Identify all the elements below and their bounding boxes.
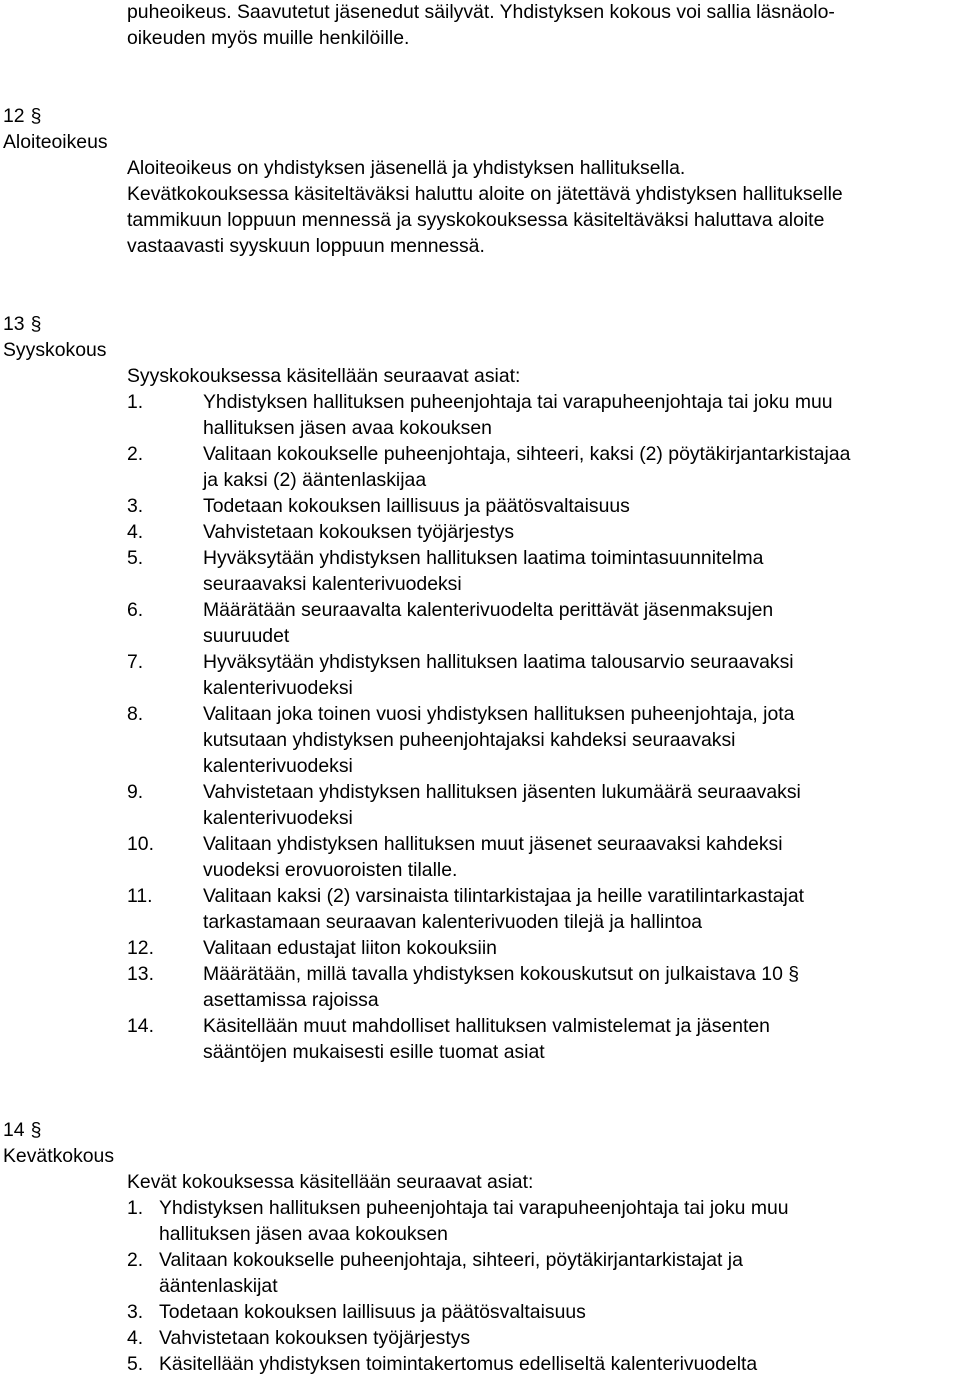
list-item-text: Hyväksytään yhdistyksen hallituksen laatima toimintasuunnitelma [203, 547, 764, 569]
list-item-number: 4. [127, 1327, 144, 1349]
section-13-heading [3, 311, 51, 337]
list-item-text: kalenterivuodeksi [203, 807, 353, 829]
list-item-text: hallituksen jäsen avaa kokouksen [159, 1223, 448, 1245]
section-14-title: Kevätkokous [3, 1145, 115, 1167]
list-item-number: 12. [127, 937, 154, 959]
section-number: 12 [3, 105, 25, 127]
list-item-text: suuruudet [203, 625, 290, 647]
list-item-text: Todetaan kokouksen laillisuus ja päätösvaltaisuus [159, 1301, 586, 1323]
list-item-text: Valitaan yhdistyksen hallituksen muut jäsenet seuraavaksi kahdeksi [203, 833, 783, 855]
list-item-number: 9. [127, 781, 144, 803]
list-item-text: hallituksen jäsen avaa kokouksen [203, 417, 492, 439]
section-12-heading [3, 103, 51, 129]
list-item-number: 13. [127, 963, 154, 985]
list-item-text: Käsitellään yhdistyksen toimintakertomus edelliseltä kalenterivuodelta [159, 1353, 758, 1375]
list-item-number: 6. [127, 599, 144, 621]
list-item-text: asettamissa rajoissa [203, 989, 379, 1011]
list-item-text: Valitaan joka toinen vuosi yhdistyksen hallituksen puheenjohtaja, jota [203, 703, 795, 725]
list-item-text: Yhdistyksen hallituksen puheenjohtaja tai varapuheenjohtaja tai joku muu [203, 391, 833, 413]
intro-line-2: oikeuden myös muille henkilöille. [127, 27, 410, 49]
list-item-number: 11. [127, 885, 153, 907]
list-item-number: 3. [127, 495, 144, 517]
list-item-text: Valitaan edustajat liiton kokouksiin [203, 937, 497, 959]
list-item-text: sääntöjen mukaisesti esille tuomat asiat [203, 1041, 545, 1063]
list-item-text: Todetaan kokouksen laillisuus ja päätösvaltaisuus [203, 495, 630, 517]
list-item-number: 14. [127, 1015, 154, 1037]
s14-intro: Kevät kokouksessa käsitellään seuraavat asiat: [127, 1171, 534, 1193]
s12-paragraph-line: Kevätkokouksessa käsiteltäväksi haluttu aloite on jätettävä yhdistyksen hallitukselle [127, 183, 843, 205]
list-item-text: Käsitellään muut mahdolliset hallituksen valmistelemat ja jäsenten [203, 1015, 770, 1037]
list-item-number: 4. [127, 521, 144, 543]
s12-paragraph-line: tammikuun loppuun mennessä ja syyskokouksessa käsiteltäväksi haluttava aloite [127, 209, 825, 231]
s12-paragraph-line: Aloiteoikeus on yhdistyksen jäsenellä ja yhdistyksen hallituksella. [127, 157, 686, 179]
list-item-text: Vahvistetaan yhdistyksen hallituksen jäsenten lukumäärä seuraavaksi [203, 781, 801, 803]
list-item-text: Yhdistyksen hallituksen puheenjohtaja tai varapuheenjohtaja tai joku muu [159, 1197, 789, 1219]
list-item-text: Valitaan kokoukselle puheenjohtaja, sihteeri, pöytäkirjantarkistajat ja [159, 1249, 743, 1271]
s12-paragraph-line: vastaavasti syyskuun loppuun mennessä. [127, 235, 485, 257]
list-item-text: Määrätään, millä tavalla yhdistyksen kokouskutsut on julkaistava 10 § [203, 963, 800, 985]
list-item-number: 5. [127, 1353, 144, 1375]
section-14-heading [3, 1117, 51, 1143]
list-item-number: 2. [127, 1249, 144, 1271]
section-12-title: Aloiteoikeus [3, 131, 108, 153]
section-number: 14 [3, 1119, 25, 1141]
list-item-number: 10. [127, 833, 154, 855]
list-item-number: 1. [127, 1197, 144, 1219]
list-item-text: kalenterivuodeksi [203, 755, 353, 777]
intro-line-1: puheoikeus. Saavutetut jäsenedut säilyvät. Yhdistyksen kokous voi sallia läsnäolo- [127, 1, 835, 23]
list-item-text: kalenterivuodeksi [203, 677, 353, 699]
section-sign: § [30, 313, 42, 335]
list-item-text: Vahvistetaan kokouksen työjärjestys [159, 1327, 471, 1349]
list-item-text: vuodeksi erovuoroisten tilalle. [203, 859, 458, 881]
section-sign: § [30, 1119, 42, 1141]
list-item-number: 5. [127, 547, 144, 569]
section-13-title: Syyskokous [3, 339, 107, 361]
list-item-number: 3. [127, 1301, 144, 1323]
list-item-number: 7. [127, 651, 144, 673]
list-item-text: Määrätään seuraavalta kalenterivuodelta perittävät jäsenmaksujen [203, 599, 774, 621]
list-item-number: 8. [127, 703, 144, 725]
section-sign: § [30, 105, 42, 127]
list-item-text: seuraavaksi kalenterivuodeksi [203, 573, 462, 595]
section-number: 13 [3, 313, 25, 335]
list-item-number: 1. [127, 391, 144, 413]
list-item-text: Valitaan kokoukselle puheenjohtaja, sihteeri, kaksi (2) pöytäkirjantarkistajaa [203, 443, 851, 465]
list-item-number: 2. [127, 443, 144, 465]
list-item-text: Vahvistetaan kokouksen työjärjestys [203, 521, 515, 543]
list-item-text: kutsutaan yhdistyksen puheenjohtajaksi kahdeksi seuraavaksi [203, 729, 736, 751]
list-item-text: ääntenlaskijat [159, 1275, 278, 1297]
list-item-text: Hyväksytään yhdistyksen hallituksen laatima talousarvio seuraavaksi [203, 651, 794, 673]
list-item-text: Valitaan kaksi (2) varsinaista tilintarkistajaa ja heille varatilintarkastajat [203, 885, 805, 907]
list-item-text: tarkastamaan seuraavan kalenterivuoden tilejä ja hallintoa [203, 911, 703, 933]
list-item-text: ja kaksi (2) ääntenlaskijaa [203, 469, 427, 491]
s13-intro: Syyskokouksessa käsitellään seuraavat asiat: [127, 365, 521, 387]
